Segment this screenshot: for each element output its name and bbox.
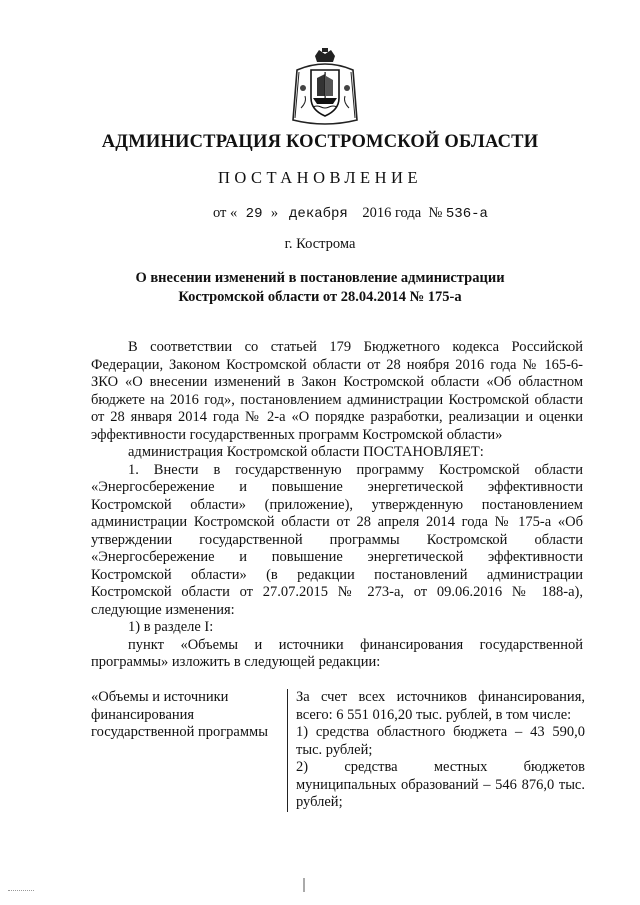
scan-dots [8, 890, 34, 891]
date-mid: » [270, 205, 279, 221]
date-day: 29 [237, 206, 271, 222]
financing-local: 2) средства местных бюджетов муниципальных образований – 546 876,0 тыс. рублей; [296, 759, 585, 810]
financing-regional: 1) средства областного бюджета – 43 590,0 тыс. рублей; [296, 724, 585, 758]
paragraph-item-1: 1. Внести в государственную программу Костромской области «Энергосбережение и повышение энергетической эффективности Костромской области» (приложение), утвержденную постановлением администрации Костромской области от 28 апреля 2014 года № 175-а «Об утверждении государственной программы Костромской области «Энергосбережение и повышение энергетической эффективности Костромской области» (в редакции постановлений администрации Костромской области от 27.07.2015 № 273-а, от 09.06.2016 № 188-а), следующие изменения: [91, 461, 583, 618]
table-cell-content [288, 689, 586, 812]
date-month: декабря [289, 206, 348, 222]
paragraph-preamble: В соответствии со статьей 179 Бюджетного кодекса Российской Федерации, Законом Костромской области от 28 ноября 2016 года № 165-6-ЗКО «О внесении изменений в Закон Костромской области «Об областном бюджете на 2016 год», постановлением администрации Костромской области от 28 января 2014 года № 2-а «О порядке разработки, реализации и оценки эффективности государственных программ Костромской области» [91, 339, 583, 443]
date-prefix: от « [213, 205, 238, 221]
document-number: 536-а [445, 206, 488, 222]
subject [0, 269, 640, 307]
document-type: ПОСТАНОВЛЕНИЕ [217, 168, 423, 187]
subject-line-2: Костромской области от 28.04.2014 № 175-а [178, 289, 462, 305]
body-text [91, 339, 583, 672]
paragraph-subitem-1: 1) в разделе I: [128, 619, 214, 635]
organization-title: АДМИНИСТРАЦИЯ КОСТРОМСКОЙ ОБЛАСТИ [101, 132, 539, 152]
kostroma-coat-of-arms-icon [285, 48, 365, 128]
financing-table [91, 689, 585, 812]
paragraph-point: пункт «Объемы и источники финансирования государственной программы» изложить в следующей редакции: [91, 636, 583, 670]
number-sign: № [428, 205, 443, 221]
subject-line-1: О внесении изменений в постановление администрации [135, 270, 505, 286]
table-row [91, 689, 585, 812]
scan-mark [303, 878, 305, 892]
table-cell-label: «Объемы и источники финансирования государственной программы [91, 689, 288, 812]
financing-total: За счет всех источников финансирования, всего: 6 551 016,20 тыс. рублей, в том числе: [296, 689, 585, 723]
paragraph-resolves: администрация Костромской области ПОСТАНОВЛЯЕТ: [128, 444, 484, 460]
date-line [213, 205, 488, 222]
city: г. Кострома [284, 236, 356, 252]
date-year: 2016 года [362, 205, 422, 221]
